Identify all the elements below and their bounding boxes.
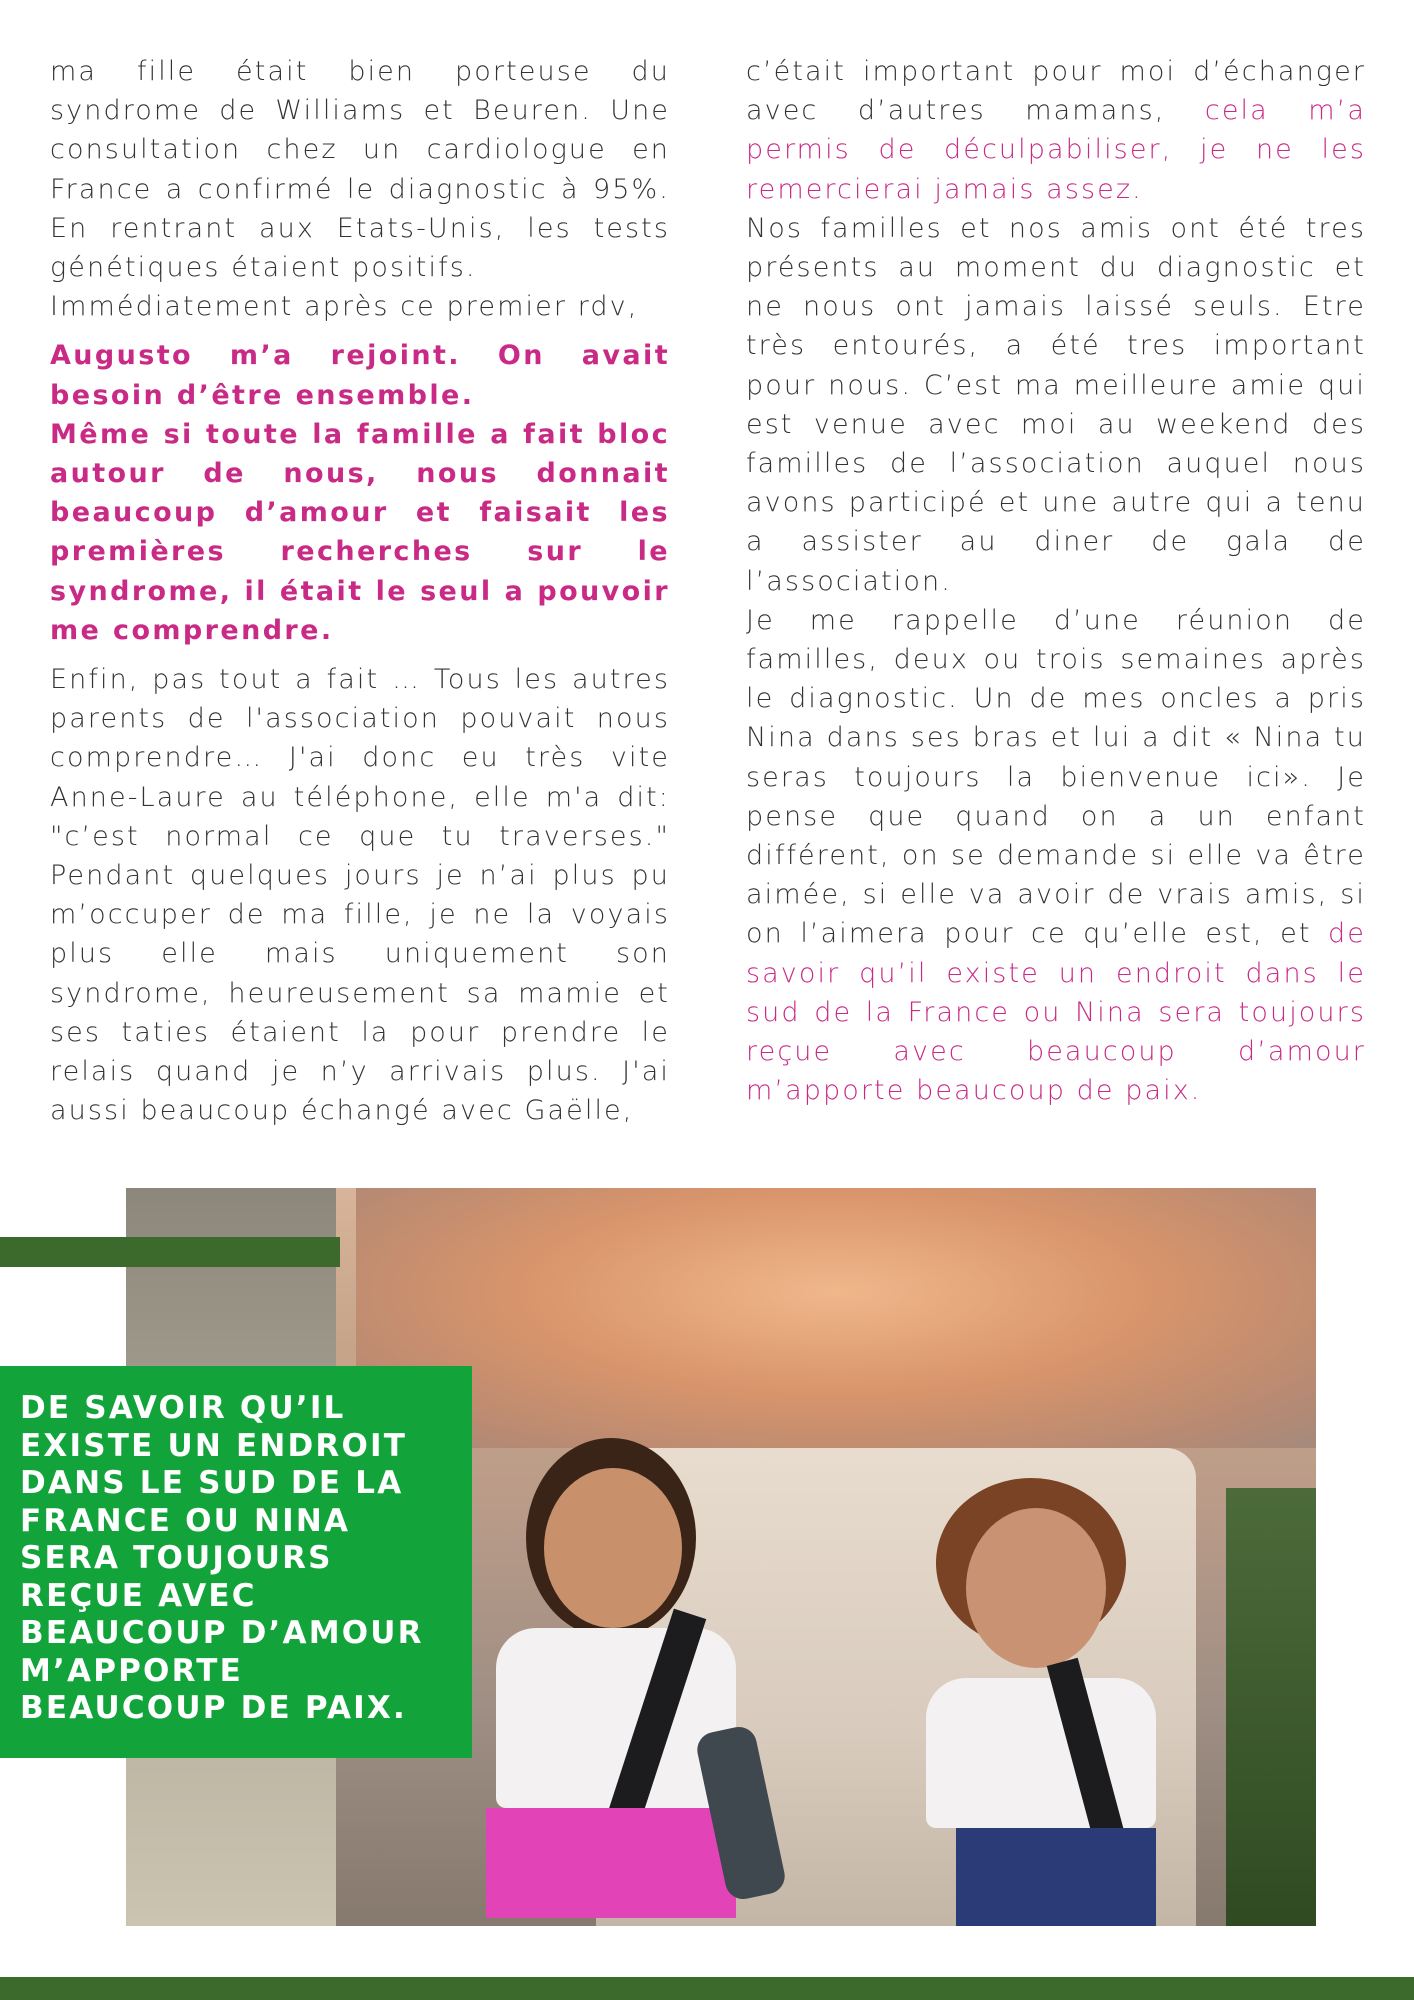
right-text-column [746, 52, 1366, 1110]
shirt [496, 1628, 736, 1808]
paragraph: Nos familles et nos amis ont été tres présents au moment du diagnostic et ne nous ont jamais laissé seuls. Etre très entourés, a été tres important pour nous. C’est ma meilleure amie qui est venue avec moi au weekend des familles de l’association auquel nous avons participé et une autre qui a tenu a assister au diner de gala de l’association. [746, 212, 1366, 597]
left-text-column [50, 52, 670, 1130]
pull-quote-text: DE SAVOIR QU’IL EXISTE UN ENDROIT DANS LE SUD DE LA FRANCE OU NINA SERA TOUJOURS REÇUE AVEC BEAUCOUP D’AMOUR M’APPORTE BEAUCOUP DE PAIX. [20, 1390, 424, 1726]
highlight-text: de savoir qu’il existe un endroit dans le sud de la France ou Nina sera toujours reçue avec beaucoup d’amour m’apporte beaucoup de paix. [746, 918, 1366, 1107]
footer-bar [0, 1977, 1414, 2000]
shirt [926, 1678, 1156, 1828]
paragraph-text: Je me rappelle d’une réunion de familles, deux ou trois semaines après le diagnostic. Un de mes oncles a pris Nina dans ses bras et lui a dit « Nina tu seras toujours la bienvenue ici». Je pense que quand on a un enfant différent, on se demande si elle va être aimée, si elle va avoir de vrais amis, si on l’aimera pour ce qu’elle est, et [746, 604, 1366, 950]
pull-quote-box [0, 1366, 472, 1758]
shorts [956, 1828, 1156, 1926]
photo-foliage [1226, 1488, 1316, 1926]
paragraph-text: c’était important pour moi d’échanger avec d’autres mamans, [746, 56, 1366, 127]
child-left [466, 1438, 766, 1926]
paragraph [746, 601, 1366, 1111]
highlight-quote: Augusto m’a rejoint. On avait besoin d’être ensemble. [50, 340, 670, 411]
paragraph: Immédiatement après ce premier rdv, [50, 291, 639, 323]
child-right [886, 1478, 1206, 1926]
paragraph [746, 52, 1366, 209]
highlight-quote: Même si toute la famille a fait bloc autour de nous, nous donnait beaucoup d’amour et faisait les premières recherches sur le syndrome, il était le seul a pouvoir me comprendre. [50, 418, 670, 646]
paragraph: Enfin, pas tout a fait … Tous les autres parents de l'association pouvait nous comprendre… J'ai donc eu très vite Anne-Laure au téléphone, elle m'a dit: "c’est normal ce que tu traverses." Pendant quelques jours je n’ai plus pu m’occuper de ma fille, je ne la voyais plus elle mais uniquement son syndrome, heureusement sa mamie et ses taties étaient la pour prendre le relais quand je n’y arrivais plus. J'ai aussi beaucoup échangé avec Gaëlle, [50, 664, 670, 1127]
paragraph: ma fille était bien porteuse du syndrome de Williams et Beuren. Une consultation chez un cardiologue en France a confirmé le diagnostic à 95%. En rentrant aux Etats-Unis, les tests génétiques étaient positifs. [50, 56, 670, 284]
highlight-text: cela m’a permis de déculpabiliser, je ne les remercierai jamais assez. [746, 95, 1366, 205]
face [544, 1468, 682, 1628]
shorts [486, 1808, 736, 1918]
photo-canopy [356, 1188, 1316, 1448]
decorative-bar [0, 1237, 340, 1267]
face [966, 1508, 1106, 1668]
